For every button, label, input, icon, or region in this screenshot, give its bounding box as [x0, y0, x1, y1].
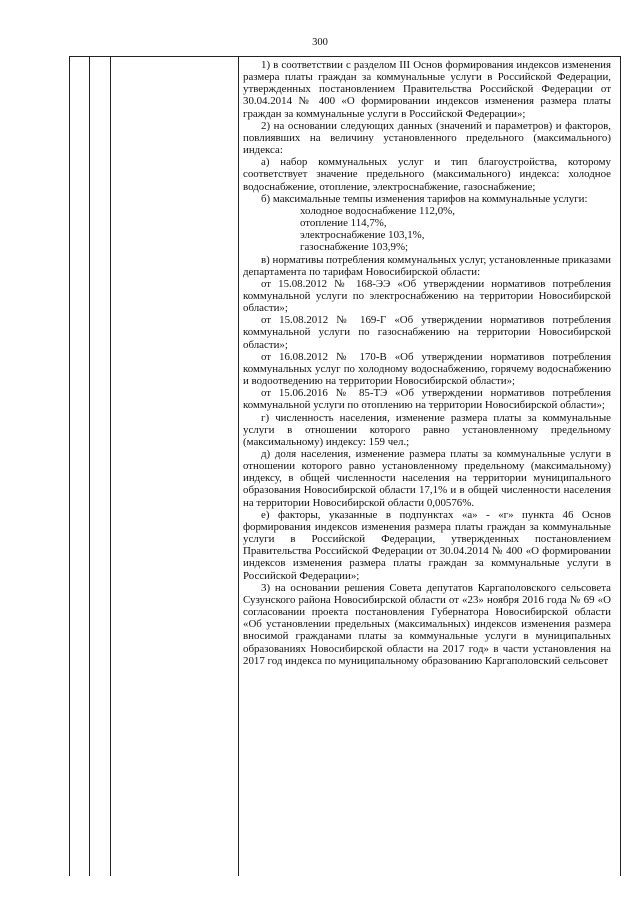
table-column-divider — [89, 56, 90, 876]
paragraph-2e: е) факторы, указанные в подпунктах «а» - «г» пункта 46 Основ формирования индексов изменения размера платы граждан за коммунальные услуги в Российской Федерации, утвержденных постановлением Правительства Российской Федерации от 30.04.2014 № 400 «О формировании индексов изменения размера платы граждан за коммунальные услуги в Российской Федерации»; — [243, 508, 611, 582]
order-water: от 16.08.2012 № 170-В «Об утверждении нормативов потребления коммунальных услуг по холодному водоснабжению, горячему водоснабжению и водоотведению на территории Новосибирской области»; — [243, 350, 611, 388]
order-gas: от 15.08.2012 № 169-Г «Об утверждении нормативов потребления коммунальной услуги по газоснабжению на территории Новосибирской области»; — [243, 314, 611, 351]
paragraph-2d: д) доля населения, изменение размера платы за коммунальные услуги в отношении которого равно установленному предельному (максимальному) индексу, в общей численности населения на территории муниципального образования Новосибирской области 17,1% и в общей численности населения на территории Новосибирской области 0,00576%. — [243, 448, 611, 509]
table-right-border — [620, 56, 621, 876]
document-text — [243, 59, 611, 667]
paragraph-2b: б) максимальные темпы изменения тарифов на коммунальные услуги: — [261, 192, 588, 205]
paragraph-3: 3) на основании решения Совета депутатов Каргаполовского сельсовета Сузунского района Новосибирской области от «23» ноября 2016 года № 69 «О согласовании проекта постановления Губернатора Новосибирской области «Об установлении предельных (максимальных) индексов изменения размера вносимой гражданами платы за коммунальные услуги в муниципальных образованиях Новосибирской области на 2017 год» в части установления на 2017 год индекса по муниципальному образованию Каргаполовский сельсовет — [243, 581, 611, 667]
table-left-border — [69, 56, 70, 876]
order-heating: от 15.06.2016 № 85-ТЭ «Об утверждении нормативов потребления коммунальной услуги по отоплению на территории Новосибирской области»; — [243, 387, 611, 412]
paragraph-2g: г) численность населения, изменение размера платы за коммунальные услуги в отношении которого равно установленному предельному (максимальному) индексу: 159 чел.; — [243, 411, 611, 448]
paragraph-1: 1) в соответствии с разделом III Основ формирования индексов изменения размера платы граждан за коммунальные услуги в Российской Федерации, утвержденных постановлением Правительства Российской Федерации от 30.04.2014 № 400 «О формировании индексов изменения размера платы граждан за коммунальные услуги в Российской Федерации»; — [243, 59, 611, 120]
tariff-cold-water: холодное водоснабжение 112,0%, — [300, 204, 455, 217]
tariff-heating: отопление 114,7%, — [300, 217, 387, 230]
paragraph-2v: в) нормативы потребления коммунальных услуг, установленные приказами департамента по тарифам Новосибирской области: — [243, 253, 611, 278]
table-top-border — [69, 56, 621, 57]
tariff-gas: газоснабжение 103,9%; — [300, 241, 409, 254]
page-number: 300 — [312, 37, 328, 48]
tariff-electricity: электроснабжение 103,1%, — [300, 229, 425, 242]
order-electricity: от 15.08.2012 № 168-ЭЭ «Об утверждении нормативов потребления коммунальной услуги по электроснабжению на территории Новосибирской области»; — [243, 277, 611, 315]
paragraph-2a: а) набор коммунальных услуг и тип благоустройства, которому соответствует значение предельного (максимального) индекса: холодное водоснабжение, отопление, электроснабжение, газоснабжение; — [243, 156, 611, 193]
table-column-divider — [110, 56, 111, 876]
paragraph-2: 2) на основании следующих данных (значений и параметров) и факторов, повлиявших на величину установленного предельного (максимального) индекса: — [243, 119, 611, 157]
table-column-divider — [238, 56, 239, 876]
